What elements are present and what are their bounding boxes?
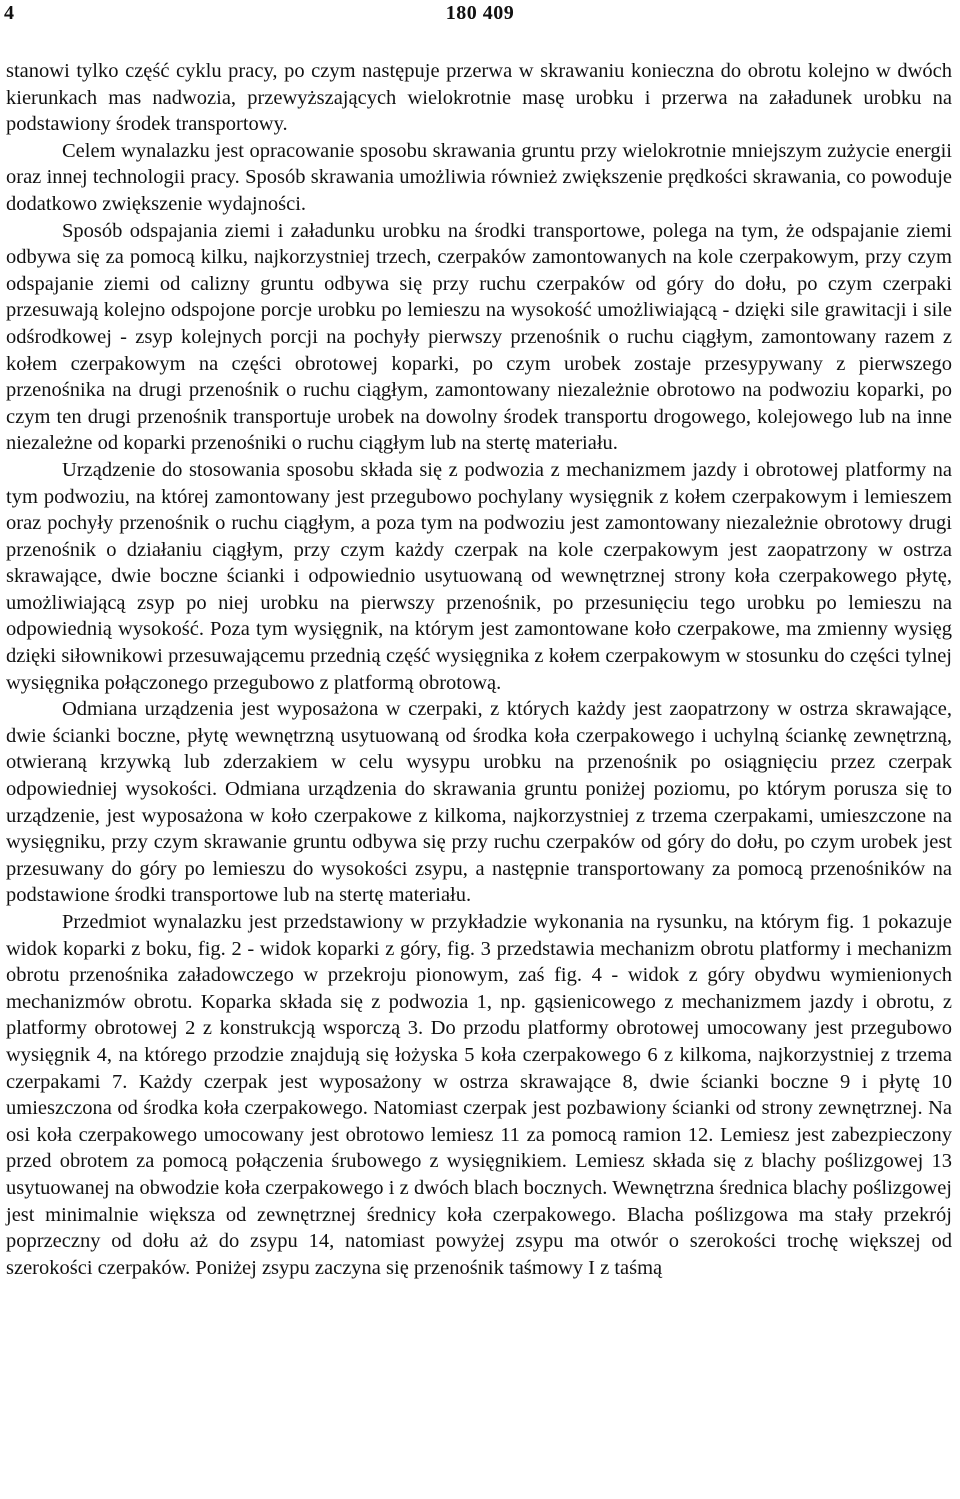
paragraph: Sposób odspajania ziemi i załadunku urobku na środki transportowe, polega na tym, że odspajanie ziemi odbywa się za pomocą kilku, najkorzystniej trzech, czerpaków zamontowanych na kole czerpakowym, przy czym odspajanie ziemi od calizny gruntu odbywa się przy ruchu czerpaków od góry do dołu, po czym czerpaki przesuwają kolejno odspojone porcje urobku po lemieszu na wysokość umożliwiającą - dzięki sile grawitacji i sile odśrodkowej - zsyp kolejnych porcji na pochyły pierwszy przenośnik o ruchu ciągłym, zamontowany razem z kołem czerpakowym na części obrotowej koparki, po czym urobek zostaje przesypywany z pierwszego przenośnika na drugi przenośnik o ruchu ciągłym, zamontowany niezależnie obrotowo na podwoziu koparki, po czym ten drugi przenośnik transportuje urobek na dowolny środek transportu drogowego, kolejowego lub na inne niezależne od koparki przenośniki o ruchu ciągłym lub na stertę materiału.: [6, 219, 952, 455]
paragraph: Odmiana urządzenia jest wyposażona w czerpaki, z których każdy jest zaopatrzony w ostrza skrawające, dwie ścianki boczne, płytę wewnętrzną usytuowaną od środka koła czerpakowego i uchylną ściankę zewnętrzną, otwieraną krzywką lub zderzakiem w celu wysypu urobku na przenośnik po osiągnięciu przez czerpak odpowiedniej wysokości. Odmiana urządzenia do skrawania gruntu poniżej poziomu, po którym porusza się to urządzenie, jest wyposażona w koło czerpakowe z kilkoma, najkorzystniej z trzema czerpakami, umieszczone na wysięgniku, przy czym skrawanie gruntu odbywa się przy ruchu czerpaków od góry do dołu, po czym urobek jest przesuwany do góry po lemieszu do wysokości zsypu, a następnie transportowany za pomocą przenośników na podstawione środki transportowe lub na stertę materiału.: [6, 698, 952, 907]
patent-number: 180 409: [445, 2, 515, 24]
page-header: [0, 0, 960, 30]
paragraph: Urządzenie do stosowania sposobu składa się z podwozia z mechanizmem jazdy i obrotowej platformy na tym podwoziu, na której zamontowany jest przegubowo pochylany wysięgnik z kołem czerpakowym i lemieszem oraz pochyły przenośnik o ruchu ciągłym, a poza tym na podwoziu jest zamontowany niezależnie obrotowy drugi przenośnik o działaniu ciągłym, przy czym każdy czerpak na kole czerpakowym jest zaopatrzony w ostrza skrawające, dwie boczne ścianki i odpowiednio usytuowaną od wewnętrznej strony koła czerpakowego płytę, umożliwiającą zsyp po niej urobku na pierwszy przenośnik, po przesunięciu tego urobku po lemieszu na odpowiednią wysokość. Poza tym wysięgnik, na którym jest zamontowane koło czerpakowe, ma zmienny wysięg dzięki siłownikowi przesuwającemu przednią część wysięgnika z kołem czerpakowym w stosunku do części tylnej wysięgnika połączonego przegubowo z platformą obrotową.: [6, 458, 952, 694]
page-number: 4: [4, 2, 14, 24]
paragraph: stanowi tylko część cyklu pracy, po czym następuje przerwa w skrawaniu konieczna do obrotu kolejno w dwóch kierunkach mas nadwozia, przewyższających wielokrotnie masę urobku i przerwa na załadunek urobku na podstawiony środek transportowy.: [6, 60, 952, 136]
document-body: [6, 58, 952, 1281]
paragraph: Przedmiot wynalazku jest przedstawiony w przykładzie wykonania na rysunku, na którym fig. 1 pokazuje widok koparki z boku, fig. 2 - widok koparki z góry, fig. 3 przedstawia mechanizm obrotu platformy i mechanizm obrotu przenośnika załadowczego w przekroju pionowym, zaś fig. 4 - widok z góry obydwu wymienionych mechanizmów obrotu. Koparka składa się z podwozia 1, np. gąsienicowego z mechanizmem jazdy i obrotu, z platformy obrotowej 2 z konstrukcją wsporczą 3. Do przodu platformy obrotowej umocowany jest przegubowo wysięgnik 4, na którego przodzie znajdują się łożyska 5 koła czerpakowego 6 z kilkoma, najkorzystniej z trzema czerpakami 7. Każdy czerpak jest wyposażony w ostrza skrawające 8, dwie ścianki boczne 9 i płytę 10 umieszczona od środka koła czerpakowego. Natomiast czerpak jest pozbawiony ścianki od strony zewnętrznej. Na osi koła czerpakowego umocowany jest obrotowo lemiesz 11 za pomocą ramion 12. Lemiesz jest zabezpieczony przed obrotem za pomocą połączenia śrubowego z wysięgnikiem. Lemiesz składa się z blachy poślizgowej 13 usytuowanej na obwodzie koła czerpakowego i z dwóch blach bocznych. Wewnętrzna średnica blachy poślizgowej jest minimalnie większa od zewnętrznej średnicy koła czerpakowego. Blacha poślizgowa ma stały przekrój poprzeczny od dołu aż do zsypu 14, natomiast powyżej zsypu ma otwór o szerokości trochę większej od szerokości czerpaków. Poniżej zsypu zaczyna się przenośnik taśmowy I z taśmą: [6, 911, 952, 1279]
paragraph: Celem wynalazku jest opracowanie sposobu skrawania gruntu przy wielokrotnie mniejszym zużycie energii oraz innej technologii pracy. Sposób skrawania umożliwia również zwiększenie prędkości skrawania, co powoduje dodatkowo zwiększenie wydajności.: [6, 139, 952, 215]
